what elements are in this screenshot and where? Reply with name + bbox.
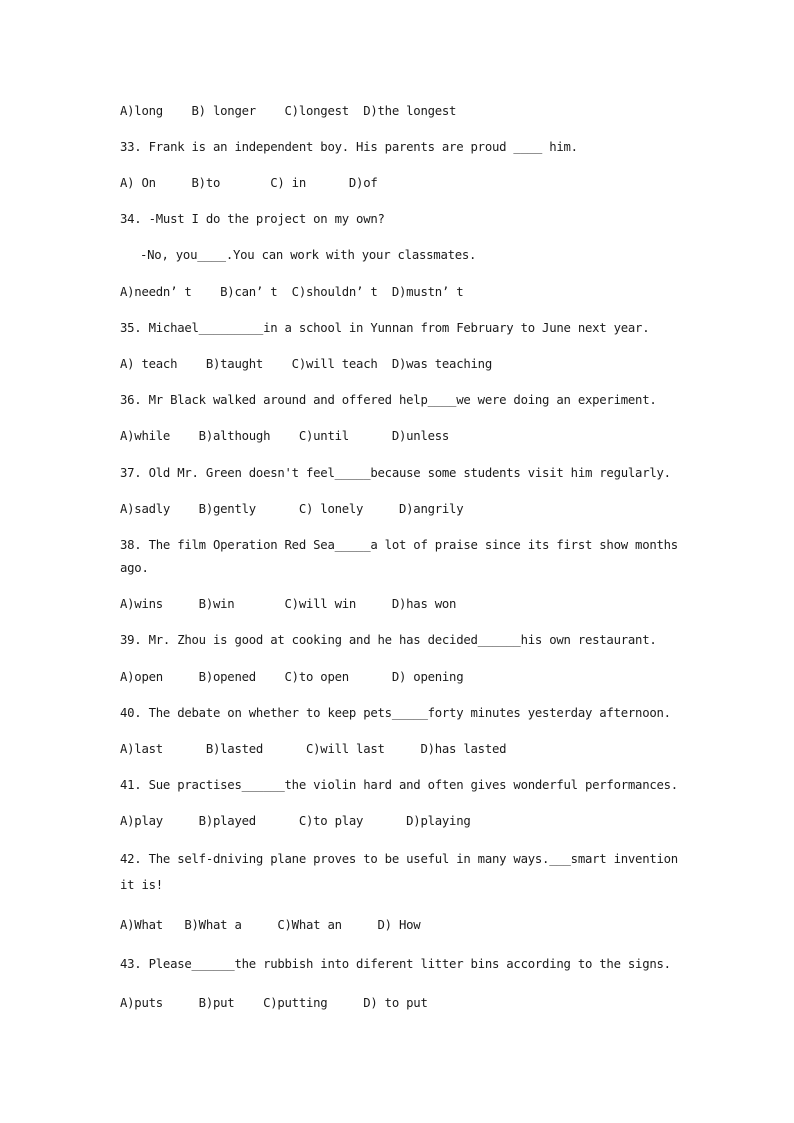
q41-options: A)play B)played C)to play D)playing bbox=[120, 814, 471, 828]
q35-options: A) teach B)taught C)will teach D)was teaching bbox=[120, 357, 492, 371]
q40-question: 40. The debate on whether to keep pets_____forty minutes yesterday afternoon. bbox=[120, 706, 671, 720]
q33-options: A) On B)to C) in D)of bbox=[120, 176, 378, 190]
q37-options: A)sadly B)gently C) lonely D)angrily bbox=[120, 502, 464, 516]
q38-options: A)wins B)win C)will win D)has won bbox=[120, 597, 457, 611]
q39-question: 39. Mr. Zhou is good at cooking and he has decided______his own restaurant. bbox=[120, 633, 657, 647]
q36-question: 36. Mr Black walked around and offered help____we were doing an experiment. bbox=[120, 393, 657, 407]
q42-question: 42. The self-dniving plane proves to be useful in many ways.___smart invention bbox=[120, 852, 678, 866]
q41-question: 41. Sue practises______the violin hard and often gives wonderful performances. bbox=[120, 778, 678, 792]
q36-options: A)while B)although C)until D)unless bbox=[120, 429, 450, 443]
q33-question: 33. Frank is an independent boy. His parents are proud ____ him. bbox=[120, 140, 578, 154]
q38-question: 38. The film Operation Red Sea_____a lot of praise since its first show months bbox=[120, 538, 678, 552]
q37-question: 37. Old Mr. Green doesn't feel_____because some students visit him regularly. bbox=[120, 466, 671, 480]
q35-question: 35. Michael_________in a school in Yunnan from February to June next year. bbox=[120, 321, 650, 335]
q34-question: 34. -Must I do the project on my own? bbox=[120, 212, 385, 226]
q43-question: 43. Please______the rubbish into diferent litter bins according to the signs. bbox=[120, 957, 671, 971]
q39-options: A)open B)opened C)to open D) opening bbox=[120, 670, 464, 684]
q42-options: A)What B)What a C)What an D) How bbox=[120, 918, 421, 932]
q40-options: A)last B)lasted C)will last D)has lasted bbox=[120, 742, 507, 756]
q43-options: A)puts B)put C)putting D) to put bbox=[120, 996, 428, 1010]
q42-question-cont: it is! bbox=[120, 878, 163, 892]
q32-options: A)long B) longer C)longest D)the longest bbox=[120, 104, 457, 118]
q34-options: A)needn’ t B)can’ t C)shouldn’ t D)mustn’ t bbox=[120, 285, 464, 299]
q38-question-cont: ago. bbox=[120, 561, 149, 575]
q34-response: -No, you____.You can work with your classmates. bbox=[140, 248, 477, 262]
